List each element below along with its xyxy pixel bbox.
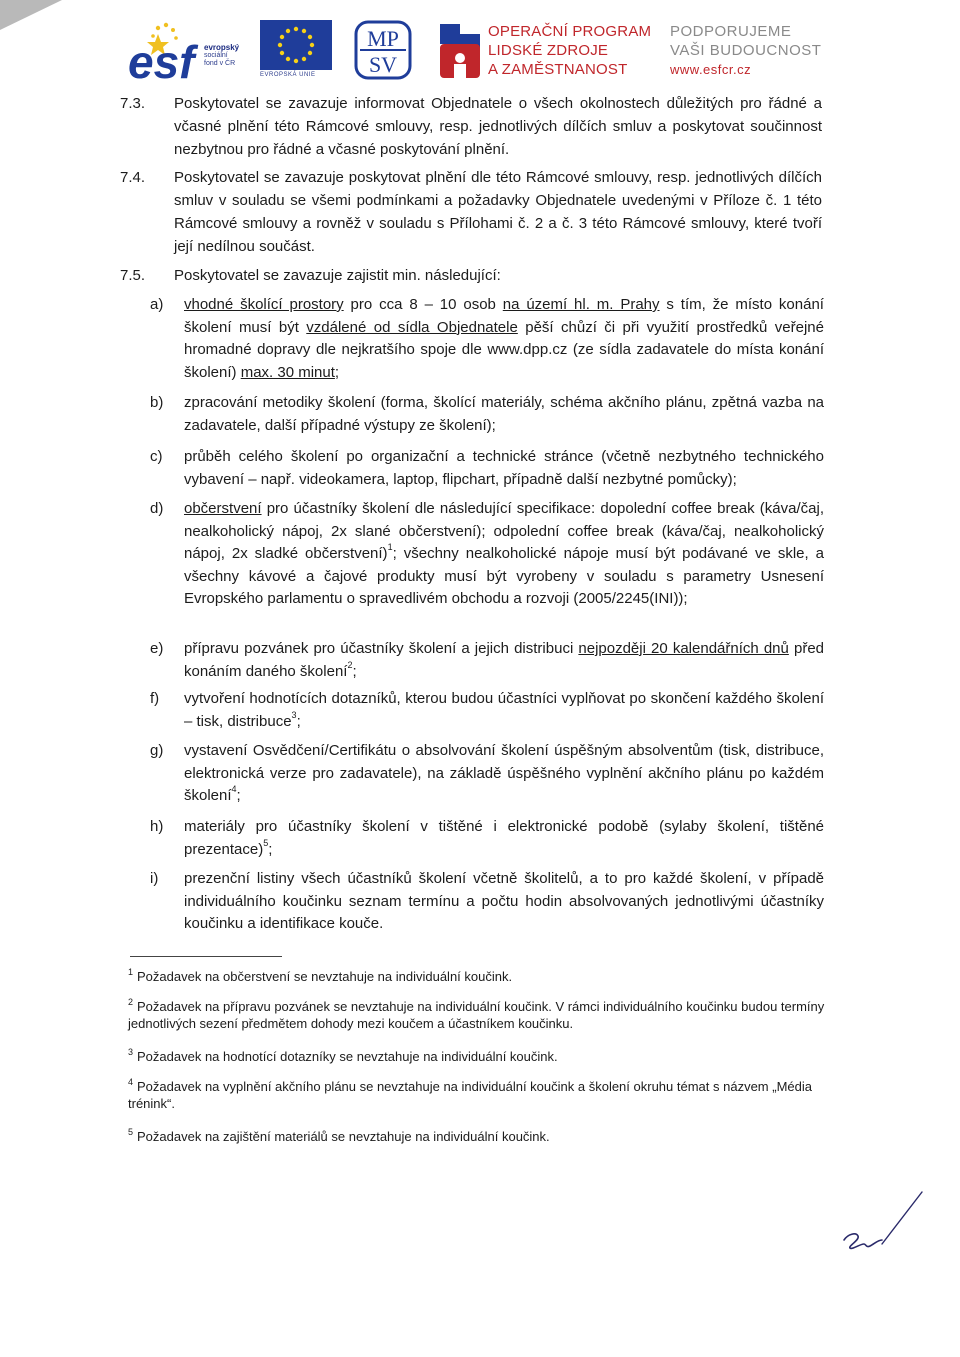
- programme-line-1: OPERAČNÍ PROGRAM: [488, 23, 652, 40]
- text-run: vytvoření hodnotících dotazníků, kterou budou účastníci vyplňovat po skončení každého školení – tisk, distribuce: [184, 690, 824, 730]
- slogan-line-1: PODPORUJEME: [670, 23, 792, 40]
- text-run: vystavení Osvědčení/Certifikátu o absolvování školení úspěšným absolventům (tisk, distribuce, elektronická verze pro zadavatele), na základě úspěšného vyplnění akčního plánu po každém školení: [184, 742, 824, 804]
- item-letter: e): [150, 640, 164, 657]
- item-letter: g): [150, 742, 164, 759]
- eu-caption: EVROPSKÁ UNIE: [260, 72, 316, 78]
- footnote-2: [128, 998, 834, 1032]
- esf-line-3: fond v ČR: [204, 60, 236, 67]
- esf-caption: [204, 44, 239, 68]
- text-run: ;: [352, 662, 357, 680]
- footnote-ref: 5: [263, 837, 269, 848]
- footnote-text: Požadavek na hodnotící dotazníky se nevztahuje na individuální koučink.: [137, 1049, 558, 1064]
- footnote-text: Požadavek na zajištění materiálů se nevztahuje na individuální koučink.: [137, 1129, 550, 1144]
- programme-line-3: A ZAMĚSTNANOST: [488, 61, 628, 78]
- mpsv-bottom: SV: [368, 52, 398, 77]
- text-run: pro cca 8 – 10 osob: [343, 296, 503, 313]
- item-text: [184, 688, 824, 733]
- text-run: materiály pro účastníky školení v tištěné i elektronické podobě (sylaby školení, tištěné prezentace): [184, 818, 824, 858]
- footnote-text: Požadavek na občerstvení se nevztahuje na individuální koučink.: [137, 969, 513, 984]
- item-letter: b): [150, 394, 164, 411]
- programme-line-2: LIDSKÉ ZDROJE: [488, 42, 609, 59]
- item-text: prezenční listiny všech účastníků školení včetně školitelů, a to pro každé školení, v případě individuálního koučinku seznam termínu a počtu hodin absolvovaných jednotlivými účastníky koučinku a identifikace kouče.: [184, 870, 824, 932]
- underlined-phrase: vhodné školící prostory: [184, 296, 344, 313]
- programme-title: [488, 22, 651, 79]
- item-letter: h): [150, 818, 164, 835]
- item-text: [184, 816, 824, 861]
- footnote-3: [128, 1048, 834, 1065]
- mpsv-logo: [354, 20, 412, 80]
- section-number: 7.5.: [120, 267, 146, 284]
- esf-line-2: sociální: [204, 52, 228, 59]
- footnote-text: Požadavek na přípravu pozvánek se nevztahuje na individuální koučink. V rámci individuálního koučinku budou termíny jednotlivých sezení předmětem dohody mezi koučem a účastníkem koučinku.: [128, 999, 825, 1031]
- item-text: [184, 638, 824, 683]
- text-run: ; všechny nealkoholické nápoje musí být podávané ve skle, a všechny kávové a čajové produkty musí být vyrobeny v souladu s parametry Usnesení Evropského parlamentu o spravedlivém obchodu a rozvoji (2005/2245(INI));: [184, 545, 824, 607]
- item-letter: d): [150, 500, 164, 517]
- underlined-phrase: na území hl. m. Prahy: [502, 296, 660, 313]
- underlined-phrase: max. 30 minut: [240, 363, 335, 381]
- text-run: před konáním daného školení: [184, 640, 825, 680]
- text-run: přípravu pozvánek pro účastníky školení a jejich distribuci: [184, 640, 579, 657]
- underlined-phrase: občerstvení: [184, 500, 262, 517]
- item-text: průběh celého školení po organizační a technické stránce (včetně nezbytného technického vybavení – např. videokamera, laptop, flipchart, případně další nezbytné pomůcky);: [184, 448, 824, 488]
- scan-corner-shadow: [0, 0, 90, 40]
- footnote-ref: 2: [347, 659, 353, 670]
- slogan-web: www.esfcr.cz: [670, 62, 752, 77]
- esf-line-1: evropský: [204, 43, 240, 52]
- footnote-ref: 3: [291, 709, 297, 720]
- text-run: pro účastníky školení dle následující specifikace: dopolední coffee break (káva/čaj, nealkoholický nápoj, 2x slané občerstvení); odpolední coffee break (káva/čaj, nealkoholický nápoj, 2x sladké občerstvení): [184, 500, 824, 562]
- section-text: Poskytovatel se zavazuje informovat Objednatele o všech okolnostech důležitých pro řádné a včasné plnění této Rámcové smlouvy, resp. jednotlivých dílčích smluv a poskytovat součinnost nezbytnou pro řádné a včasné poskytování plnění.: [174, 95, 822, 158]
- footnote-mark: 3: [128, 1047, 134, 1057]
- footnote-mark: 4: [128, 1077, 134, 1087]
- op-lzz-logo: [438, 20, 482, 80]
- footnote-text: Požadavek na vyplnění akčního plánu se nevztahuje na individuální koučink a školení okruhu témat s názvem „Média trénink“.: [128, 1079, 812, 1111]
- section-number: 7.4.: [120, 169, 146, 186]
- footnote-mark: 5: [128, 1127, 134, 1137]
- eu-flag-icon: [260, 20, 332, 70]
- item-text: [184, 498, 824, 611]
- text-run: ;: [296, 712, 301, 730]
- item-text: [184, 294, 824, 384]
- text-run: ;: [236, 787, 241, 804]
- text-run: s tím, že místo konání školení musí být: [184, 296, 824, 336]
- item-letter: i): [150, 870, 159, 887]
- footnote-divider: [130, 956, 282, 957]
- text-run: pěší chůzí či při využití prostředků veřejné hromadné dopravy dle nejkratšího spoje dle www.dpp.cz (ze sídla zadavatele do místa konání školení): [184, 318, 824, 381]
- section-text: Poskytovatel se zavazuje zajistit min. následující:: [174, 267, 501, 284]
- item-text: [184, 740, 824, 808]
- item-letter: c): [150, 448, 163, 465]
- esf-letters: esf: [128, 36, 195, 82]
- footnote-mark: 2: [128, 997, 134, 1007]
- eu-stars-icon: [260, 20, 332, 70]
- footnote-1: [128, 968, 834, 985]
- underlined-phrase: nejpozději 20 kalendářních dnů: [578, 640, 789, 657]
- underlined-phrase: vzdálené od sídla Objednatele: [306, 318, 518, 336]
- item-letter: f): [150, 690, 160, 707]
- footnote-mark: 1: [128, 967, 134, 977]
- section-number: 7.3.: [120, 95, 146, 112]
- slogan-line-2: VAŠI BUDOUCNOST: [670, 42, 822, 59]
- text-run: ;: [334, 363, 340, 381]
- handwritten-initials-icon: [838, 1186, 930, 1258]
- slogan: [670, 22, 821, 79]
- footnote-ref: 1: [387, 542, 393, 552]
- mpsv-top: MP: [367, 26, 399, 51]
- text-run: ;: [268, 840, 273, 858]
- header-logo-bar: [128, 14, 828, 86]
- footnote-5: [128, 1128, 834, 1145]
- item-letter: a): [150, 296, 164, 313]
- footnote-ref: 4: [231, 784, 237, 794]
- item-text: zpracování metodiky školení (forma, školící materiály, schéma akčního plánu, zpětná vazba na zadavatele, další případné výstupy ze školení);: [184, 394, 824, 434]
- section-text: Poskytovatel se zavazuje poskytovat plnění dle této Rámcové smlouvy, resp. jednotlivých dílčích smluv v souladu se všemi podmínkami a požadavky Objednatele uvedenými v Příloze č. 1 této Rámcové smlouvy a rovněž v souladu s Přílohami č. 2 a č. 3 této Rámcové smlouvy, které tvoří její nedílnou součást.: [174, 169, 822, 255]
- footnote-4: [128, 1078, 834, 1112]
